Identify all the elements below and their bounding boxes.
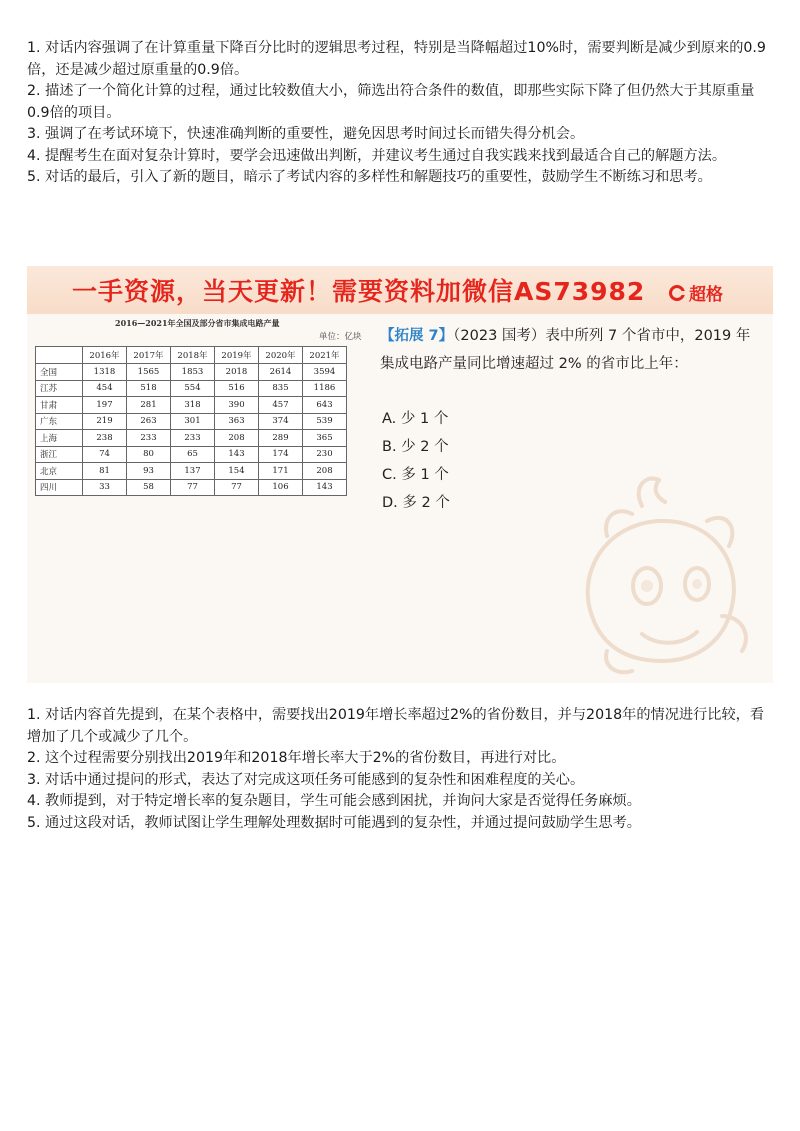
table-cell: 289 [259, 430, 303, 447]
production-table [35, 346, 347, 496]
table-cell: 1565 [127, 364, 171, 381]
table-row [36, 479, 347, 496]
row-label: 甘肃 [36, 397, 83, 414]
table-cell: 208 [215, 430, 259, 447]
table-cell: 1853 [171, 364, 215, 381]
table-cell: 197 [83, 397, 127, 414]
table-cell: 233 [171, 430, 215, 447]
summary-section-1 [27, 38, 775, 189]
table-cell: 390 [215, 397, 259, 414]
brand-name: 超格 [689, 285, 723, 305]
table-row [36, 397, 347, 414]
option-b: B. 少 2 个 [382, 439, 449, 455]
lecture-slide [27, 266, 773, 683]
header-cell: 2019年 [215, 347, 259, 364]
header-cell: 2021年 [303, 347, 347, 364]
paragraph: 4. 教师提到，对于特定增长率的复杂题目，学生可能会感到困扰，并询问大家是否觉得任务麻烦。 [27, 793, 641, 809]
table-cell: 93 [127, 463, 171, 480]
row-label: 江苏 [36, 380, 83, 397]
row-label: 广东 [36, 413, 83, 430]
table-cell: 143 [215, 446, 259, 463]
table-cell: 457 [259, 397, 303, 414]
table-cell: 143 [303, 479, 347, 496]
table-cell: 58 [127, 479, 171, 496]
option-c: C. 多 1 个 [382, 467, 449, 483]
table-unit: 单位：亿块 [319, 332, 362, 342]
paragraph: 2. 描述了一个简化计算的过程，通过比较数值大小，筛选出符合条件的数值，即那些实际下降了但仍然大于其原重量0.9倍的项目。 [27, 83, 755, 121]
table-cell: 516 [215, 380, 259, 397]
banner-text: 一手资源，当天更新！需要资料加微信AS73982 [72, 277, 646, 306]
paragraph: 4. 提醒考生在面对复杂计算时，要学会迅速做出判断，并建议考生通过自我实践来找到最适合自己的解题方法。 [27, 147, 727, 164]
table-cell: 106 [259, 479, 303, 496]
unicorn-mascot-icon [547, 466, 767, 683]
paragraph: 5. 对话的最后，引入了新的题目，暗示了考试内容的多样性和解题技巧的重要性，鼓励学生不断练习和思考。 [27, 169, 712, 185]
table-cell: 1318 [83, 364, 127, 381]
table-row [36, 463, 347, 480]
table-cell: 2018 [215, 364, 259, 381]
paragraph: 2. 这个过程需要分别找出2019年和2018年增长率大于2%的省份数目，再进行对比。 [27, 750, 566, 766]
brand-mark-icon [669, 285, 685, 301]
header-cell: 2016年 [83, 347, 127, 364]
table-cell: 33 [83, 479, 127, 496]
table-cell: 174 [259, 446, 303, 463]
question-tag: 【拓展 7】 [380, 328, 454, 344]
table-cell: 137 [171, 463, 215, 480]
row-label: 四川 [36, 479, 83, 496]
table-cell: 281 [127, 397, 171, 414]
table-row [36, 380, 347, 397]
table-cell: 230 [303, 446, 347, 463]
table-cell: 835 [259, 380, 303, 397]
row-label: 全国 [36, 364, 83, 381]
table-cell: 208 [303, 463, 347, 480]
table-row [36, 446, 347, 463]
table-cell: 154 [215, 463, 259, 480]
slide-banner [27, 266, 773, 314]
row-label: 上海 [36, 430, 83, 447]
row-label: 北京 [36, 463, 83, 480]
paragraph: 5. 通过这段对话，教师试图让学生理解处理数据时可能遇到的复杂性，并通过提问鼓励学生思考。 [27, 814, 641, 831]
paragraph: 1. 对话内容首先提到，在某个表格中，需要找出2019年增长率超过2%的省份数目，并与2018年的情况进行比较，看增加了几个或减少了几个。 [27, 707, 765, 745]
table-cell: 77 [215, 479, 259, 496]
question-text: （2023 国考）表中所列 7 个省市中，2019 年集成电路产量同比增速超过 2% 的省市比上年： [380, 328, 751, 372]
table-cell: 238 [83, 430, 127, 447]
table-cell: 219 [83, 413, 127, 430]
paragraph: 3. 强调了在考试环境下，快速准确判断的重要性，避免因思考时间过长而错失得分机会。 [27, 126, 585, 142]
header-cell: 2018年 [171, 347, 215, 364]
option-d: D. 多 2 个 [382, 495, 450, 511]
table-header-row [36, 347, 347, 364]
table-cell: 539 [303, 413, 347, 430]
header-cell [36, 347, 83, 364]
table-cell: 263 [127, 413, 171, 430]
brand-logo [669, 280, 723, 305]
table-cell: 81 [83, 463, 127, 480]
table-title: 2016—2021年全国及部分省市集成电路产量 [115, 318, 280, 328]
header-cell: 2017年 [127, 347, 171, 364]
table-cell: 518 [127, 380, 171, 397]
option-a: A. 少 1 个 [382, 411, 449, 427]
table-cell: 77 [171, 479, 215, 496]
table-cell: 301 [171, 413, 215, 430]
table-cell: 2614 [259, 364, 303, 381]
table-cell: 318 [171, 397, 215, 414]
table-cell: 374 [259, 413, 303, 430]
table-row [36, 364, 347, 381]
paragraph: 1. 对话内容强调了在计算重量下降百分比时的逻辑思考过程，特别是当降幅超过10%时，需要判断是减少到原来的0.9倍，还是减少超过原重量的0.9倍。 [27, 40, 766, 78]
summary-section-2 [27, 705, 775, 834]
table-cell: 554 [171, 380, 215, 397]
question-stem [380, 322, 760, 378]
table-cell: 363 [215, 413, 259, 430]
table-cell: 74 [83, 446, 127, 463]
table-cell: 643 [303, 397, 347, 414]
table-cell: 233 [127, 430, 171, 447]
table-cell: 65 [171, 446, 215, 463]
table-cell: 365 [303, 430, 347, 447]
row-label: 浙江 [36, 446, 83, 463]
table-cell: 454 [83, 380, 127, 397]
table-cell: 171 [259, 463, 303, 480]
table-row [36, 430, 347, 447]
paragraph: 3. 对话中通过提问的形式，表达了对完成这项任务可能感到的复杂性和困难程度的关心。 [27, 771, 585, 788]
table-cell: 80 [127, 446, 171, 463]
table-cell: 3594 [303, 364, 347, 381]
table-cell: 1186 [303, 380, 347, 397]
table-row [36, 413, 347, 430]
header-cell: 2020年 [259, 347, 303, 364]
